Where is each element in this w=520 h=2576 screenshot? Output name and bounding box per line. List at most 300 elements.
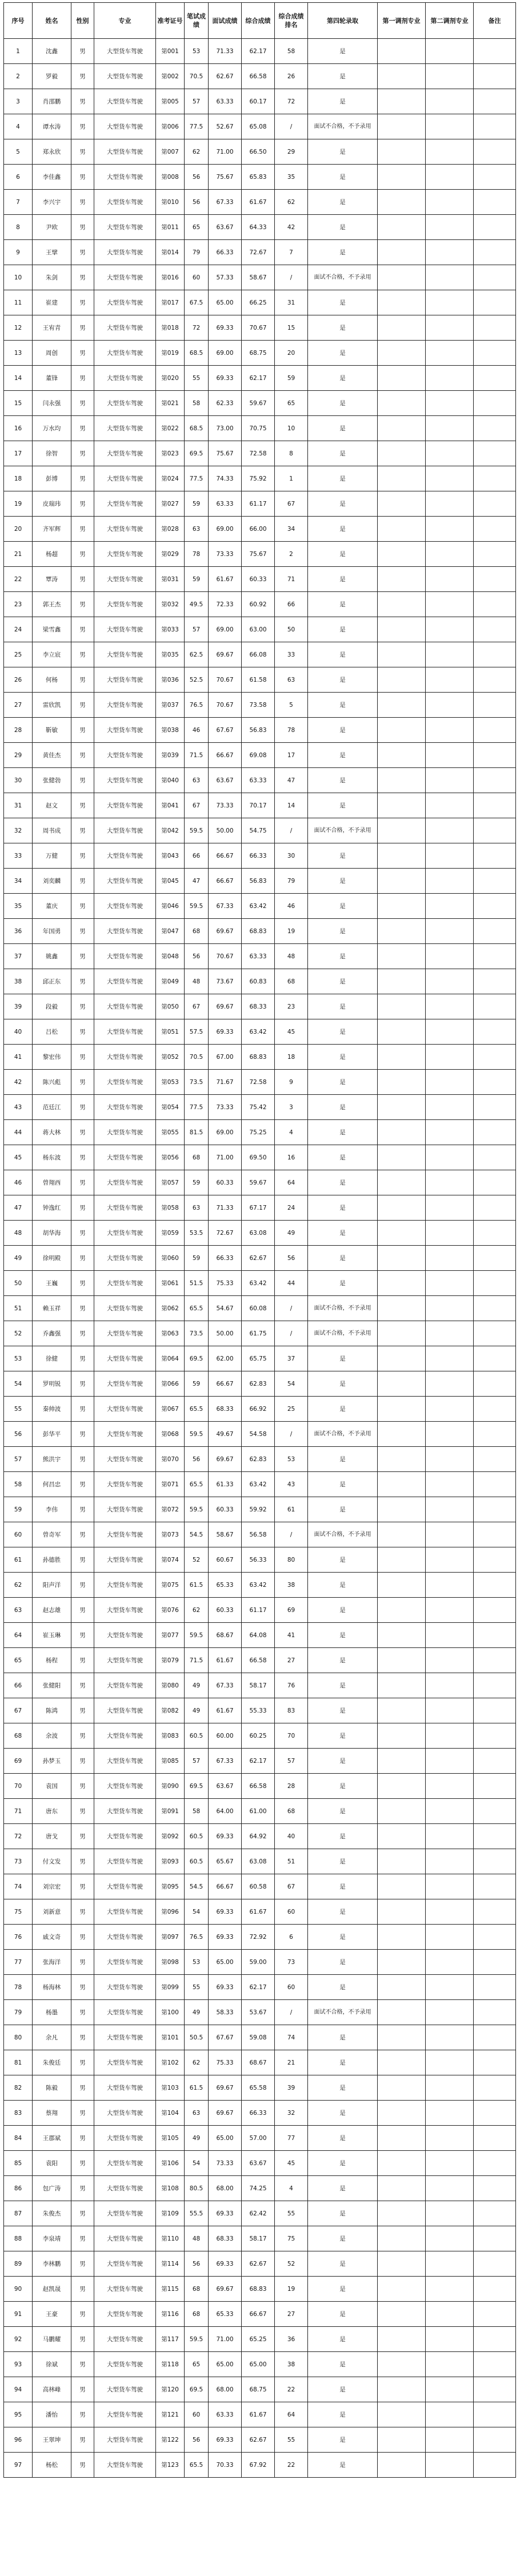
cell-remarks [474, 290, 516, 315]
cell-interview-score: 62.00 [209, 1346, 242, 1371]
cell-interview-score: 73.33 [209, 793, 242, 818]
cell-gender: 男 [71, 1271, 94, 1296]
cell-major: 大型货车驾驶 [94, 290, 156, 315]
cell-total-score: 67.17 [242, 1195, 275, 1221]
cell-adjust-1 [378, 2126, 426, 2151]
cell-total-score: 59.67 [242, 391, 275, 416]
cell-written-score: 65 [185, 2352, 209, 2377]
cell-name: 赵志雄 [33, 1598, 71, 1623]
cell-gender: 男 [71, 2352, 94, 2377]
cell-rank: 22 [275, 2377, 308, 2402]
cell-written-score: 57 [185, 89, 209, 114]
cell-rank: 29 [275, 139, 308, 165]
cell-adjust-1 [378, 1422, 426, 1447]
cell-interview-score: 71.00 [209, 1145, 242, 1170]
cell-gender: 男 [71, 215, 94, 240]
cell-round4-admit: 是 [308, 416, 378, 441]
cell-major: 大型货车驾驶 [94, 1145, 156, 1170]
cell-adjust-2 [426, 64, 474, 89]
cell-name: 李伟 [33, 1497, 71, 1522]
cell-total-score: 72.67 [242, 240, 275, 265]
cell-seq: 20 [4, 517, 33, 542]
cell-adjust-2 [426, 2176, 474, 2201]
cell-gender: 男 [71, 89, 94, 114]
cell-name: 董锋 [33, 366, 71, 391]
cell-seq: 6 [4, 165, 33, 190]
cell-name: 袁国 [33, 1774, 71, 1799]
cell-exam-no: 第020 [156, 366, 185, 391]
cell-seq: 16 [4, 416, 33, 441]
cell-exam-no: 第085 [156, 1749, 185, 1774]
cell-round4-admit: 是 [308, 1195, 378, 1221]
cell-round4-admit: 是 [308, 1899, 378, 1925]
cell-name: 杨超 [33, 542, 71, 567]
cell-major: 大型货车驾驶 [94, 89, 156, 114]
cell-written-score: 60 [185, 2402, 209, 2427]
cell-interview-score: 68.33 [209, 2226, 242, 2251]
cell-round4-admit: 是 [308, 290, 378, 315]
cell-round4-admit: 是 [308, 491, 378, 517]
cell-major: 大型货车驾驶 [94, 1698, 156, 1723]
cell-adjust-1 [378, 1547, 426, 1573]
cell-written-score: 63 [185, 768, 209, 793]
cell-interview-score: 70.33 [209, 2453, 242, 2478]
cell-remarks [474, 1698, 516, 1723]
table-row [4, 1246, 516, 1271]
cell-remarks [474, 1120, 516, 1145]
cell-interview-score: 69.00 [209, 517, 242, 542]
cell-rank: 38 [275, 2352, 308, 2377]
cell-round4-admit: 是 [308, 2251, 378, 2277]
cell-seq: 69 [4, 1749, 33, 1774]
col-header-adjust-1: 第一调剂专业 [378, 3, 426, 39]
cell-exam-no: 第043 [156, 843, 185, 869]
cell-gender: 男 [71, 1246, 94, 1271]
header-row [4, 3, 516, 39]
cell-adjust-2 [426, 1371, 474, 1397]
cell-round4-admit: 是 [308, 2402, 378, 2427]
cell-seq: 30 [4, 768, 33, 793]
cell-name: 范廷江 [33, 1095, 71, 1120]
cell-name: 蔡翔 [33, 2101, 71, 2126]
cell-rank: 25 [275, 1397, 308, 1422]
cell-gender: 男 [71, 1296, 94, 1321]
cell-major: 大型货车驾驶 [94, 2277, 156, 2302]
cell-interview-score: 63.67 [209, 215, 242, 240]
cell-written-score: 56 [185, 944, 209, 969]
cell-exam-no: 第052 [156, 1045, 185, 1070]
cell-total-score: 60.08 [242, 1296, 275, 1321]
cell-total-score: 65.00 [242, 2352, 275, 2377]
cell-total-score: 66.00 [242, 517, 275, 542]
cell-exam-no: 第016 [156, 265, 185, 290]
cell-remarks [474, 1447, 516, 1472]
cell-written-score: 49.5 [185, 592, 209, 617]
cell-adjust-2 [426, 517, 474, 542]
cell-remarks [474, 1975, 516, 2000]
cell-remarks [474, 542, 516, 567]
cell-remarks [474, 1321, 516, 1346]
cell-round4-admit: 是 [308, 1371, 378, 1397]
cell-seq: 64 [4, 1623, 33, 1648]
cell-written-score: 65.5 [185, 1397, 209, 1422]
cell-major: 大型货车驾驶 [94, 818, 156, 843]
cell-remarks [474, 1045, 516, 1070]
cell-interview-score: 68.67 [209, 1623, 242, 1648]
cell-exam-no: 第064 [156, 1346, 185, 1371]
cell-rank: / [275, 265, 308, 290]
cell-total-score: 68.83 [242, 2277, 275, 2302]
cell-interview-score: 69.67 [209, 642, 242, 667]
cell-adjust-1 [378, 2101, 426, 2126]
cell-seq: 8 [4, 215, 33, 240]
cell-adjust-2 [426, 894, 474, 919]
col-header-adjust-2: 第二调剂专业 [426, 3, 474, 39]
cell-total-score: 66.33 [242, 843, 275, 869]
cell-adjust-1 [378, 2226, 426, 2251]
cell-remarks [474, 2352, 516, 2377]
cell-written-score: 57 [185, 617, 209, 642]
cell-seq: 42 [4, 1070, 33, 1095]
cell-interview-score: 70.67 [209, 693, 242, 718]
cell-remarks [474, 2025, 516, 2050]
cell-remarks [474, 1799, 516, 1824]
cell-name: 赵凯晟 [33, 2277, 71, 2302]
cell-major: 大型货车驾驶 [94, 416, 156, 441]
cell-adjust-2 [426, 919, 474, 944]
table-row [4, 2151, 516, 2176]
cell-written-score: 72 [185, 315, 209, 341]
cell-adjust-1 [378, 793, 426, 818]
cell-written-score: 53.5 [185, 1221, 209, 1246]
cell-remarks [474, 2226, 516, 2251]
cell-adjust-2 [426, 2126, 474, 2151]
cell-round4-admit: 是 [308, 1447, 378, 1472]
cell-remarks [474, 1170, 516, 1195]
cell-gender: 男 [71, 1723, 94, 1749]
cell-gender: 男 [71, 190, 94, 215]
cell-written-score: 62.5 [185, 642, 209, 667]
cell-seq: 40 [4, 1019, 33, 1045]
cell-gender: 男 [71, 290, 94, 315]
cell-exam-no: 第123 [156, 2453, 185, 2478]
cell-written-score: 63 [185, 1195, 209, 1221]
table-row [4, 2000, 516, 2025]
cell-remarks [474, 743, 516, 768]
cell-rank: 9 [275, 1070, 308, 1095]
cell-written-score: 59 [185, 1371, 209, 1397]
cell-written-score: 69.5 [185, 441, 209, 466]
cell-gender: 男 [71, 2427, 94, 2453]
cell-name: 陈毅 [33, 2075, 71, 2101]
cell-interview-score: 69.33 [209, 1925, 242, 1950]
cell-total-score: 63.42 [242, 1019, 275, 1045]
cell-exam-no: 第062 [156, 1296, 185, 1321]
cell-remarks [474, 491, 516, 517]
cell-adjust-2 [426, 1774, 474, 1799]
cell-gender: 男 [71, 1120, 94, 1145]
cell-adjust-2 [426, 1296, 474, 1321]
cell-remarks [474, 1522, 516, 1547]
table-row [4, 1271, 516, 1296]
cell-written-score: 70.5 [185, 64, 209, 89]
cell-rank: 73 [275, 1950, 308, 1975]
cell-adjust-1 [378, 2201, 426, 2226]
cell-round4-admit: 面试不合格，不予录用 [308, 1296, 378, 1321]
cell-interview-score: 67.33 [209, 894, 242, 919]
cell-adjust-1 [378, 1573, 426, 1598]
col-header-exam-no: 准考证号 [156, 3, 185, 39]
cell-remarks [474, 265, 516, 290]
cell-major: 大型货车驾驶 [94, 1371, 156, 1397]
cell-total-score: 59.67 [242, 1170, 275, 1195]
cell-name: 朱俊廷 [33, 2050, 71, 2075]
table-row [4, 1170, 516, 1195]
cell-remarks [474, 843, 516, 869]
cell-major: 大型货车驾驶 [94, 2151, 156, 2176]
cell-round4-admit: 是 [308, 1673, 378, 1698]
table-row [4, 139, 516, 165]
cell-seq: 70 [4, 1774, 33, 1799]
cell-exam-no: 第007 [156, 139, 185, 165]
cell-seq: 73 [4, 1849, 33, 1874]
cell-adjust-1 [378, 869, 426, 894]
cell-exam-no: 第080 [156, 1673, 185, 1698]
cell-rank: / [275, 1296, 308, 1321]
cell-gender: 男 [71, 1397, 94, 1422]
cell-seq: 27 [4, 693, 33, 718]
col-header-major: 专业 [94, 3, 156, 39]
cell-exam-no: 第110 [156, 2226, 185, 2251]
cell-written-score: 59 [185, 1246, 209, 1271]
cell-rank: 7 [275, 240, 308, 265]
cell-gender: 男 [71, 315, 94, 341]
cell-remarks [474, 894, 516, 919]
cell-round4-admit: 是 [308, 617, 378, 642]
cell-gender: 男 [71, 39, 94, 64]
cell-adjust-1 [378, 114, 426, 139]
cell-adjust-1 [378, 542, 426, 567]
cell-total-score: 63.33 [242, 944, 275, 969]
cell-major: 大型货车驾驶 [94, 994, 156, 1019]
cell-gender: 男 [71, 2000, 94, 2025]
cell-written-score: 62 [185, 1598, 209, 1623]
cell-adjust-1 [378, 1195, 426, 1221]
cell-rank: 1 [275, 466, 308, 491]
cell-rank: 56 [275, 1246, 308, 1271]
table-row [4, 1723, 516, 1749]
cell-name: 阳声洋 [33, 1573, 71, 1598]
cell-gender: 男 [71, 391, 94, 416]
cell-adjust-2 [426, 1673, 474, 1698]
cell-seq: 2 [4, 64, 33, 89]
cell-adjust-1 [378, 1899, 426, 1925]
cell-major: 大型货车驾驶 [94, 114, 156, 139]
cell-rank: 15 [275, 315, 308, 341]
cell-name: 李立宸 [33, 642, 71, 667]
cell-interview-score: 69.33 [209, 1899, 242, 1925]
cell-exam-no: 第048 [156, 944, 185, 969]
cell-written-score: 49 [185, 1673, 209, 1698]
cell-exam-no: 第072 [156, 1497, 185, 1522]
cell-adjust-2 [426, 290, 474, 315]
cell-adjust-1 [378, 1472, 426, 1497]
cell-round4-admit: 面试不合格，不予录用 [308, 1422, 378, 1447]
cell-gender: 男 [71, 869, 94, 894]
cell-adjust-1 [378, 391, 426, 416]
cell-name: 钟逸红 [33, 1195, 71, 1221]
cell-round4-admit: 是 [308, 1723, 378, 1749]
cell-rank: / [275, 1522, 308, 1547]
cell-total-score: 69.50 [242, 1145, 275, 1170]
cell-major: 大型货车驾驶 [94, 869, 156, 894]
col-header-name: 姓名 [33, 3, 71, 39]
cell-round4-admit: 是 [308, 1824, 378, 1849]
cell-total-score: 62.17 [242, 1975, 275, 2000]
cell-total-score: 66.58 [242, 1648, 275, 1673]
cell-seq: 39 [4, 994, 33, 1019]
cell-interview-score: 65.33 [209, 1573, 242, 1598]
cell-name: 马鹏耀 [33, 2327, 71, 2352]
cell-adjust-2 [426, 391, 474, 416]
cell-adjust-1 [378, 1598, 426, 1623]
cell-adjust-2 [426, 1195, 474, 1221]
cell-major: 大型货车驾驶 [94, 1296, 156, 1321]
cell-adjust-2 [426, 2453, 474, 2478]
cell-exam-no: 第024 [156, 466, 185, 491]
cell-adjust-1 [378, 1019, 426, 1045]
cell-remarks [474, 1397, 516, 1422]
cell-remarks [474, 2176, 516, 2201]
cell-remarks [474, 969, 516, 994]
cell-adjust-2 [426, 1422, 474, 1447]
cell-total-score: 57.00 [242, 2126, 275, 2151]
cell-total-score: 56.83 [242, 718, 275, 743]
cell-major: 大型货车驾驶 [94, 2000, 156, 2025]
cell-major: 大型货车驾驶 [94, 391, 156, 416]
cell-seq: 61 [4, 1547, 33, 1573]
cell-rank: 34 [275, 517, 308, 542]
cell-remarks [474, 768, 516, 793]
cell-adjust-1 [378, 1070, 426, 1095]
table-row [4, 944, 516, 969]
table-row [4, 2377, 516, 2402]
cell-gender: 男 [71, 416, 94, 441]
cell-gender: 男 [71, 1145, 94, 1170]
cell-name: 刘奕麟 [33, 869, 71, 894]
cell-adjust-2 [426, 1321, 474, 1346]
cell-total-score: 75.92 [242, 466, 275, 491]
cell-remarks [474, 1623, 516, 1648]
cell-interview-score: 73.33 [209, 2151, 242, 2176]
cell-seq: 3 [4, 89, 33, 114]
cell-interview-score: 61.67 [209, 1648, 242, 1673]
cell-gender: 男 [71, 466, 94, 491]
cell-exam-no: 第014 [156, 240, 185, 265]
cell-remarks [474, 642, 516, 667]
cell-name: 李林鹏 [33, 2251, 71, 2277]
cell-major: 大型货车驾驶 [94, 491, 156, 517]
cell-exam-no: 第010 [156, 190, 185, 215]
cell-rank: 23 [275, 994, 308, 1019]
cell-adjust-1 [378, 743, 426, 768]
cell-adjust-2 [426, 240, 474, 265]
cell-remarks [474, 1246, 516, 1271]
cell-gender: 男 [71, 1899, 94, 1925]
cell-written-score: 68 [185, 2277, 209, 2302]
cell-interview-score: 75.33 [209, 1271, 242, 1296]
cell-remarks [474, 1271, 516, 1296]
cell-major: 大型货车驾驶 [94, 567, 156, 592]
cell-seq: 4 [4, 114, 33, 139]
cell-written-score: 67 [185, 994, 209, 1019]
cell-major: 大型货车驾驶 [94, 265, 156, 290]
cell-seq: 72 [4, 1824, 33, 1849]
cell-adjust-2 [426, 843, 474, 869]
cell-rank: 71 [275, 567, 308, 592]
cell-total-score: 56.58 [242, 1522, 275, 1547]
cell-total-score: 60.25 [242, 1723, 275, 1749]
cell-gender: 男 [71, 1522, 94, 1547]
cell-rank: 32 [275, 2101, 308, 2126]
cell-round4-admit: 是 [308, 944, 378, 969]
cell-remarks [474, 1296, 516, 1321]
cell-round4-admit: 是 [308, 843, 378, 869]
cell-exam-no: 第005 [156, 89, 185, 114]
cell-interview-score: 69.33 [209, 1975, 242, 2000]
cell-rank: 65 [275, 391, 308, 416]
cell-major: 大型货车驾驶 [94, 1623, 156, 1648]
cell-major: 大型货车驾驶 [94, 1522, 156, 1547]
cell-written-score: 77.5 [185, 466, 209, 491]
cell-interview-score: 60.33 [209, 1497, 242, 1522]
cell-rank: 38 [275, 1573, 308, 1598]
cell-name: 沈鑫 [33, 39, 71, 64]
cell-adjust-1 [378, 1698, 426, 1723]
cell-total-score: 65.25 [242, 2327, 275, 2352]
cell-major: 大型货车驾驶 [94, 1095, 156, 1120]
cell-total-score: 62.42 [242, 2201, 275, 2226]
cell-written-score: 49 [185, 2000, 209, 2025]
cell-gender: 男 [71, 843, 94, 869]
cell-remarks [474, 114, 516, 139]
cell-gender: 男 [71, 1472, 94, 1497]
cell-total-score: 66.58 [242, 64, 275, 89]
cell-seq: 48 [4, 1221, 33, 1246]
cell-round4-admit: 面试不合格，不予录用 [308, 818, 378, 843]
cell-remarks [474, 567, 516, 592]
cell-name: 崔玉琳 [33, 1623, 71, 1648]
cell-round4-admit: 是 [308, 919, 378, 944]
cell-interview-score: 67.33 [209, 190, 242, 215]
cell-rank: 76 [275, 1673, 308, 1698]
cell-interview-score: 73.67 [209, 969, 242, 994]
cell-gender: 男 [71, 1874, 94, 1899]
cell-exam-no: 第098 [156, 1950, 185, 1975]
table-row [4, 1623, 516, 1648]
cell-adjust-1 [378, 89, 426, 114]
cell-exam-no: 第056 [156, 1145, 185, 1170]
cell-gender: 男 [71, 2050, 94, 2075]
cell-round4-admit: 是 [308, 2025, 378, 2050]
cell-adjust-1 [378, 843, 426, 869]
cell-rank: 31 [275, 290, 308, 315]
cell-name: 闫永强 [33, 391, 71, 416]
cell-rank: 41 [275, 1623, 308, 1648]
cell-written-score: 59 [185, 491, 209, 517]
cell-rank: 53 [275, 1447, 308, 1472]
cell-interview-score: 62.67 [209, 64, 242, 89]
